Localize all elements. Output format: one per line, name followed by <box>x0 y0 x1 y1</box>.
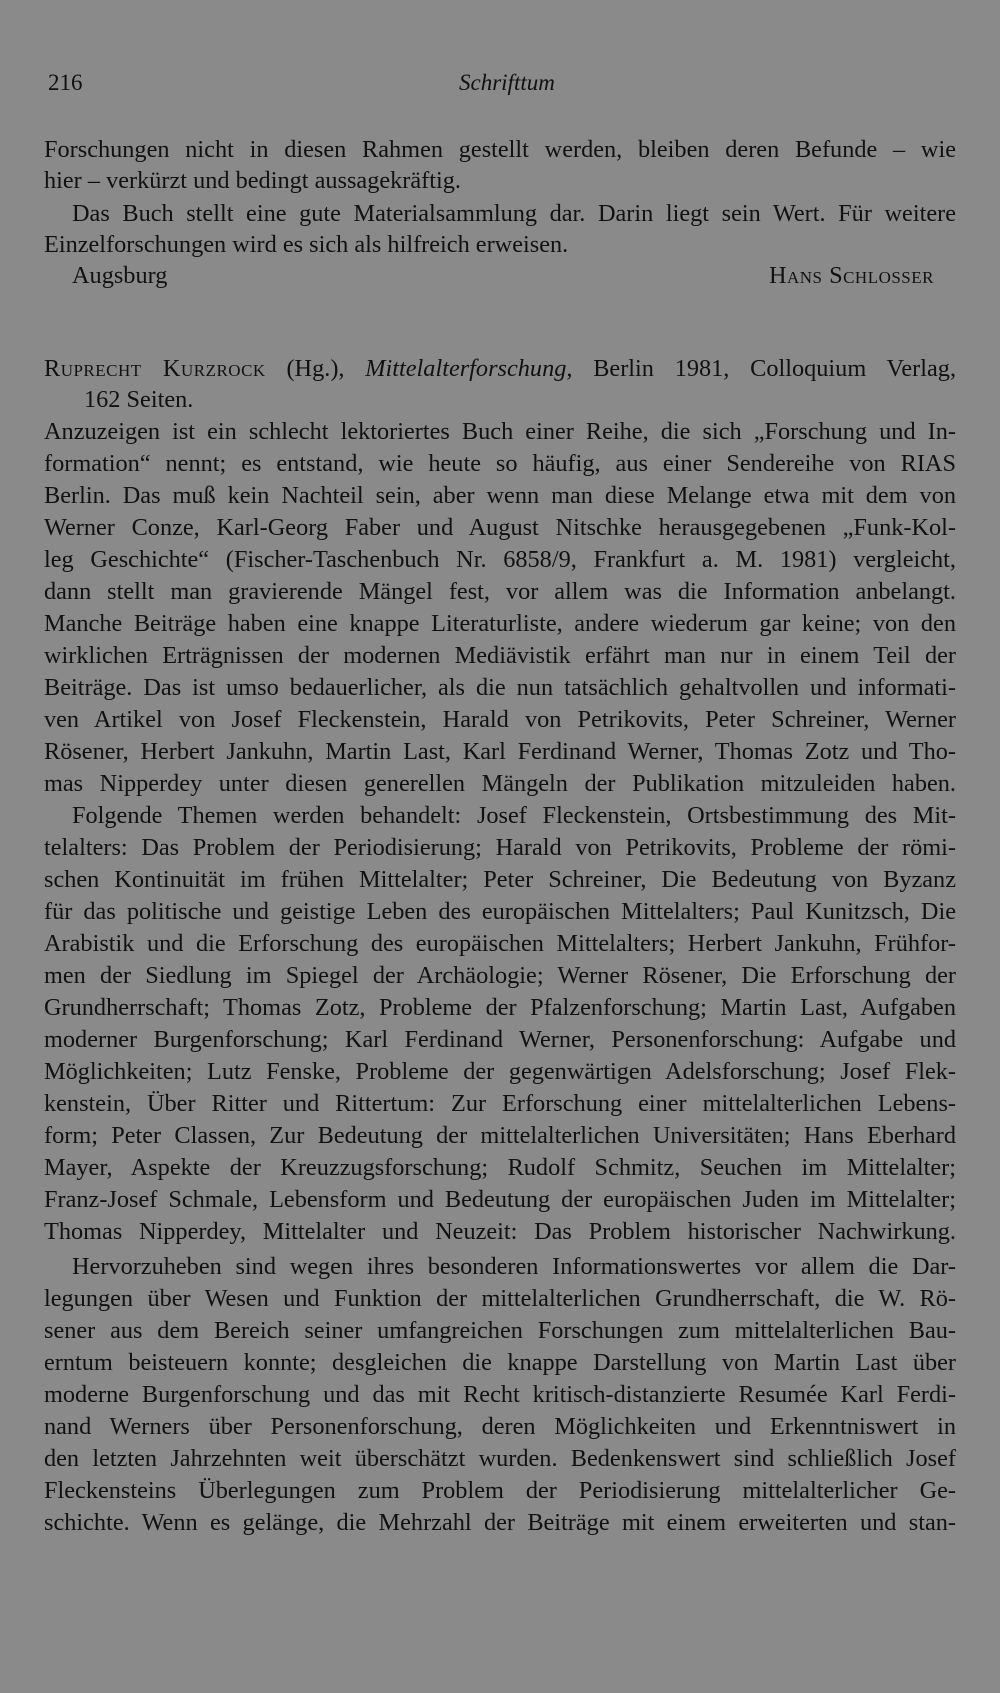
reviewed-title: Mittelalterforschung, <box>365 355 573 382</box>
text-line: Thomas Nipperdey, Mittelalter und Neuzeit: Das Problem historischer Nachwirkung. <box>44 1218 956 1245</box>
text-line: wirklichen Erträgnissen der modernen Mediävistik erfährt man nur in einem Teil der <box>44 642 956 669</box>
signature-city: Augsburg <box>72 262 168 289</box>
text-line: ven Artikel von Josef Fleckenstein, Harald von Petrikovits, Peter Schreiner, Werner <box>44 706 956 733</box>
text-line: Arabistik und die Erforschung des europäischen Mittelalters; Herbert Jankuhn, Frühfor- <box>44 930 956 957</box>
text-line: dann stellt man gravierende Mängel fest, vor allem was die Information anbelangt. <box>44 578 956 605</box>
text-line: Folgende Themen werden behandelt: Josef Fleckenstein, Ortsbestimmung des Mit- <box>72 802 956 829</box>
text-line: erntum beisteuern konnte; desgleichen die knappe Darstellung von Martin Last über <box>44 1349 956 1376</box>
text-line: mas Nipperdey unter diesen generellen Mängeln der Publikation mitzuleiden haben. <box>44 770 956 797</box>
text-line: Hervorzuheben sind wegen ihres besonderen Informationswertes vor allem die Dar- <box>72 1253 956 1280</box>
running-head: Schrifttum <box>459 70 555 95</box>
text-line: Werner Conze, Karl-Georg Faber und August Nitschke herausgegebenen „Funk-Kol- <box>44 514 956 541</box>
text-line: moderner Burgenforschung; Karl Ferdinand Werner, Personenforschung: Aufgabe und <box>44 1026 956 1053</box>
text-line: kenstein, Über Ritter und Rittertum: Zur Erforschung einer mittelalterlichen Lebens- <box>44 1090 956 1117</box>
text-line: Franz-Josef Schmale, Lebensform und Bedeutung der europäischen Juden im Mittelalter; <box>44 1186 956 1213</box>
text-line: den letzten Jahrzehnten weit überschätzt wurden. Bedenkenswert sind schließlich Josef <box>44 1445 956 1472</box>
text-line: legungen über Wesen und Funktion der mittelalterlichen Grundherrschaft, die W. Rö- <box>44 1285 956 1312</box>
text-line: sener aus dem Bereich seiner umfangreichen Forschungen zum mittelalterlichen Bau- <box>44 1317 956 1344</box>
review-heading-pages: 162 Seiten. <box>84 386 194 413</box>
text-line: Forschungen nicht in diesen Rahmen gestellt werden, bleiben deren Befunde – wie <box>44 136 956 163</box>
text-line: schichte. Wenn es gelänge, die Mehrzahl der Beiträge mit einem erweiterten und stan- <box>44 1509 956 1536</box>
editor-mark: (Hg.), <box>286 355 345 382</box>
text-line: form; Peter Classen, Zur Bedeutung der mittelalterlichen Universitäten; Hans Eberhard <box>44 1122 956 1149</box>
text-line: für das politische und geistige Leben des europäischen Mittelalters; Paul Kunitzsch, Die <box>44 898 956 925</box>
text-line: Beiträge. Das ist umso bedauerlicher, als die nun tatsächlich gehaltvollen und informati- <box>44 674 956 701</box>
text-line: moderne Burgenforschung und das mit Recht kritisch-distanzierte Resumée Karl Ferdi- <box>44 1381 956 1408</box>
text-line: nand Werners über Personenforschung, deren Möglichkeiten und Erkenntniswert in <box>44 1413 956 1440</box>
text-line: Das Buch stellt eine gute Materialsammlung dar. Darin liegt sein Wert. Für weitere <box>72 200 956 227</box>
text-line: leg Geschichte“ (Fischer-Taschenbuch Nr. 6858/9, Frankfurt a. M. 1981) vergleicht, <box>44 546 956 573</box>
text-line: Grundherrschaft; Thomas Zotz, Probleme der Pfalzenforschung; Martin Last, Aufgaben <box>44 994 956 1021</box>
reviewed-author: Ruprecht Kurzrock <box>44 355 266 382</box>
text-line: Möglichkeiten; Lutz Fenske, Probleme der gegenwärtigen Adelsforschung; Josef Flek- <box>44 1058 956 1085</box>
text-line: telalters: Das Problem der Periodisierung; Harald von Petrikovits, Probleme der römi- <box>44 834 956 861</box>
text-line: Anzuzeigen ist ein schlecht lektoriertes Buch einer Reihe, die sich „Forschung und In- <box>44 418 956 445</box>
text-line: Berlin. Das muß kein Nachteil sein, aber wenn man diese Melange etwa mit dem von <box>44 482 956 509</box>
text-line: Manche Beiträge haben eine knappe Literaturliste, andere wiederum gar keine; von den <box>44 610 956 637</box>
text-line: formation“ nennt; es entstand, wie heute so häufig, aus einer Sendereihe von RIAS <box>44 450 956 477</box>
signature-line <box>44 259 956 292</box>
page-header <box>44 70 956 104</box>
text-line: Mayer, Aspekte der Kreuzzugsforschung; Rudolf Schmitz, Seuchen im Mittelalter; <box>44 1154 956 1181</box>
text-line: Rösener, Herbert Jankuhn, Martin Last, Karl Ferdinand Werner, Thomas Zotz und Tho- <box>44 738 956 765</box>
text-line: Fleckensteins Überlegungen zum Problem der Periodisierung mittelalterlicher Ge- <box>44 1477 956 1504</box>
text-line: Einzelforschungen wird es sich als hilfreich erweisen. <box>44 231 569 258</box>
text-line: hier – verkürzt und bedingt aussagekräftig. <box>44 167 461 194</box>
page-number: 216 <box>48 70 83 95</box>
publication-details: Berlin 1981, Colloquium Verlag, <box>593 355 957 382</box>
review-heading <box>44 352 956 385</box>
text-line: schen Kontinuität im frühen Mittelalter; Peter Schreiner, Die Bedeutung von Byzanz <box>44 866 956 893</box>
text-line: men der Siedlung im Spiegel der Archäologie; Werner Rösener, Die Erforschung der <box>44 962 956 989</box>
signature-name: Hans Schlosser <box>768 262 934 289</box>
